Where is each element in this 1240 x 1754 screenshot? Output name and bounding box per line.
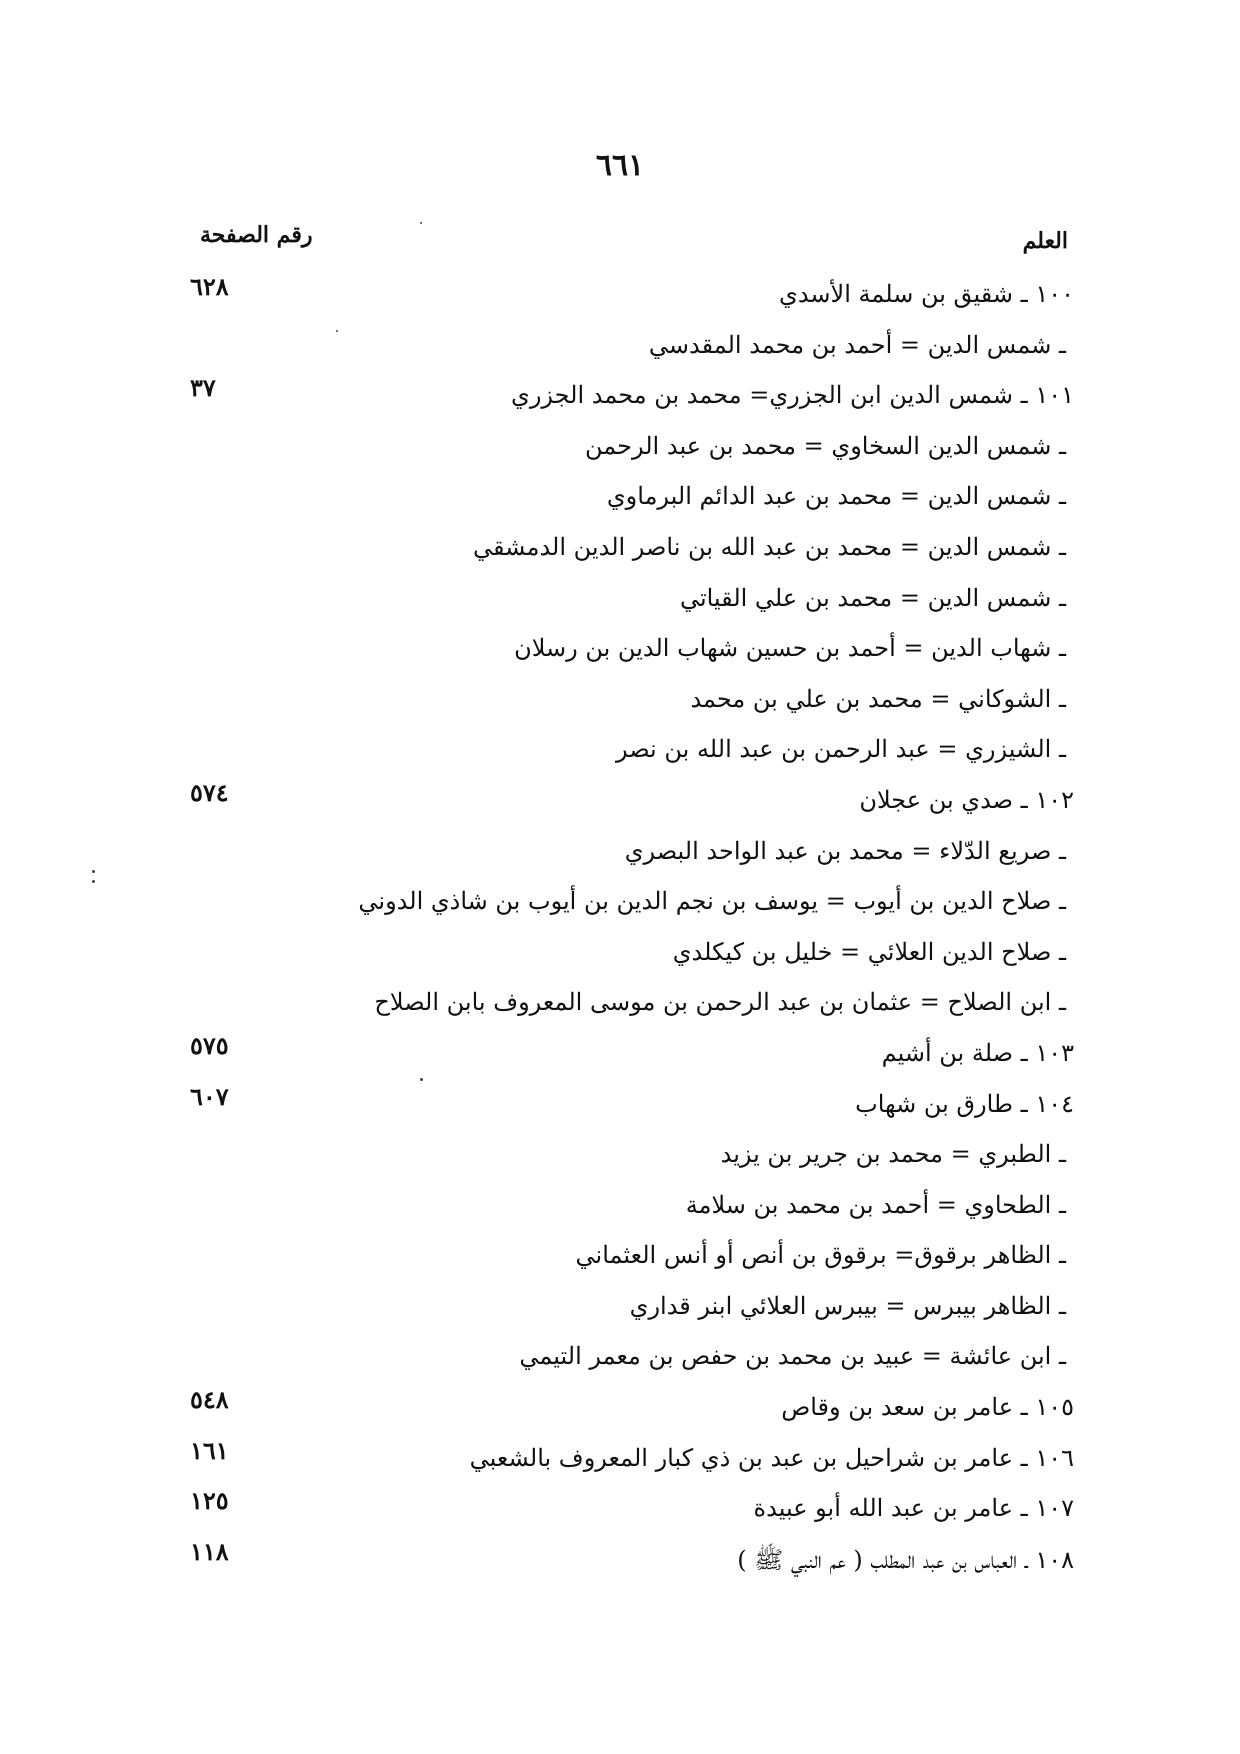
index-row <box>0 936 1240 987</box>
entry-name: ـ شمس الدين = محمد بن عبد الله بن ناصر الدين الدمشقي <box>473 532 1066 561</box>
entry-name: ـ الظاهر بيبرس = بيبرس العلائي ابنر قداري <box>629 1291 1066 1320</box>
entry-name: ـ الشوكاني = محمد بن علي بن محمد <box>690 684 1066 713</box>
entry-name: ١٠٣ ـ صلة بن أشيم <box>881 1038 1074 1067</box>
scan-speck <box>92 880 95 883</box>
entry-name: ١٠٨ ـ العباس بن عبد المطلب ( عم النبي ﷺ ) <box>737 1545 1074 1574</box>
entry-page-number: ٣٧ <box>190 373 216 403</box>
entry-name: ـ شمس الدين السخاوي = محمد بن عبد الرحمن <box>585 431 1066 460</box>
index-row <box>0 1536 1240 1594</box>
index-row <box>0 531 1240 582</box>
index-row <box>0 683 1240 734</box>
index-row <box>0 272 1240 329</box>
entry-name: ـ الشيزري = عبد الرحمن بن عبد الله بن نصر <box>616 735 1066 764</box>
index-row <box>0 777 1240 835</box>
entry-name: ١٠٢ ـ صدي بن عجلان <box>859 785 1074 814</box>
index-row <box>0 1239 1240 1290</box>
entry-name: ١٠٦ ـ عامر بن شراحيل بن عبد بن ذي كبار المعروف بالشعبي <box>469 1443 1074 1472</box>
entry-name: ١٠٧ ـ عامر بن عبد الله أبو عبيدة <box>753 1494 1074 1523</box>
column-header-name: العلم <box>1022 228 1068 254</box>
index-row <box>0 1290 1240 1341</box>
index-row <box>0 1385 1240 1442</box>
entry-name: ـ شمس الدين = محمد بن علي القياتي <box>679 583 1066 612</box>
index-row <box>0 733 1240 784</box>
entry-name: ـ صريع الدّلاء = محمد بن عبد الواحد البصري <box>624 836 1066 865</box>
index-row <box>0 329 1240 380</box>
entry-page-number: ١١٨ <box>190 1536 229 1566</box>
index-row <box>0 373 1240 430</box>
scan-speck <box>336 330 338 332</box>
index-entries <box>0 272 1240 1593</box>
index-row <box>0 480 1240 531</box>
index-row <box>0 1486 1240 1543</box>
entry-name: ١٠٠ ـ شقيق بن سلمة الأسدي <box>779 280 1074 308</box>
entry-page-number: ١٢٥ <box>190 1486 229 1516</box>
entry-name: ١٠٤ ـ طارق بن شهاب <box>855 1089 1074 1118</box>
entry-name: ـ الطبري = محمد بن جرير بن يزيد <box>720 1140 1066 1169</box>
entry-name: ـ ابن عائشة = عبيد بن محمد بن حفص بن معمر التيمي <box>519 1342 1066 1371</box>
index-row <box>0 632 1240 683</box>
entry-name: ـ شمس الدين = محمد بن عبد الدائم البرماوي <box>606 482 1066 511</box>
entry-page-number: ٦٢٨ <box>190 272 229 301</box>
index-row <box>0 1138 1240 1189</box>
index-row <box>0 582 1240 633</box>
index-row <box>0 1030 1240 1088</box>
entry-name: ـ شهاب الدين = أحمد بن حسين شهاب الدين بن رسلان <box>514 634 1066 663</box>
index-row <box>0 885 1240 936</box>
entry-name: ـ ابن الصلاح = عثمان بن عبد الرحمن بن موسى المعروف بابن الصلاح <box>374 988 1066 1017</box>
index-row <box>0 430 1240 481</box>
entry-name: ـ صلاح الدين العلائي = خليل بن كيكلدي <box>672 937 1066 966</box>
entry-page-number: ١٦١ <box>190 1435 229 1465</box>
index-row <box>0 1081 1240 1139</box>
entry-page-number: ٥٤٨ <box>190 1385 229 1415</box>
entry-name: ـ الطحاوي = أحمد بن محمد بن سلامة <box>685 1190 1066 1219</box>
scan-speck <box>420 1078 423 1081</box>
entry-name: ١٠١ ـ شمس الدين ابن الجزري= محمد بن محمد الجزري <box>511 381 1074 410</box>
entry-name: ـ الظاهر برقوق= برقوق بن أنص أو أنس العثماني <box>575 1241 1066 1270</box>
entry-page-number: ٥٧٤ <box>190 777 229 807</box>
index-row <box>0 1340 1240 1391</box>
entry-name: ١٠٥ ـ عامر بن سعد بن وقاص <box>781 1393 1074 1422</box>
scan-speck <box>92 870 95 873</box>
scan-speck <box>420 222 422 224</box>
entry-name: ـ شمس الدين = أحمد بن محمد المقدسي <box>648 330 1066 359</box>
index-row <box>0 835 1240 886</box>
entry-page-number: ٥٧٥ <box>190 1030 229 1060</box>
index-row <box>0 1435 1240 1493</box>
entry-page-number: ٦٠٧ <box>190 1081 229 1111</box>
column-header-page-number: رقم الصفحة <box>200 222 313 248</box>
entry-name: ـ صلاح الدين بن أيوب = يوسف بن نجم الدين بن أيوب بن شاذي الدوني <box>358 887 1066 916</box>
page-number: ٦٦١ <box>595 148 645 183</box>
index-row <box>0 1189 1240 1240</box>
index-row <box>0 986 1240 1037</box>
